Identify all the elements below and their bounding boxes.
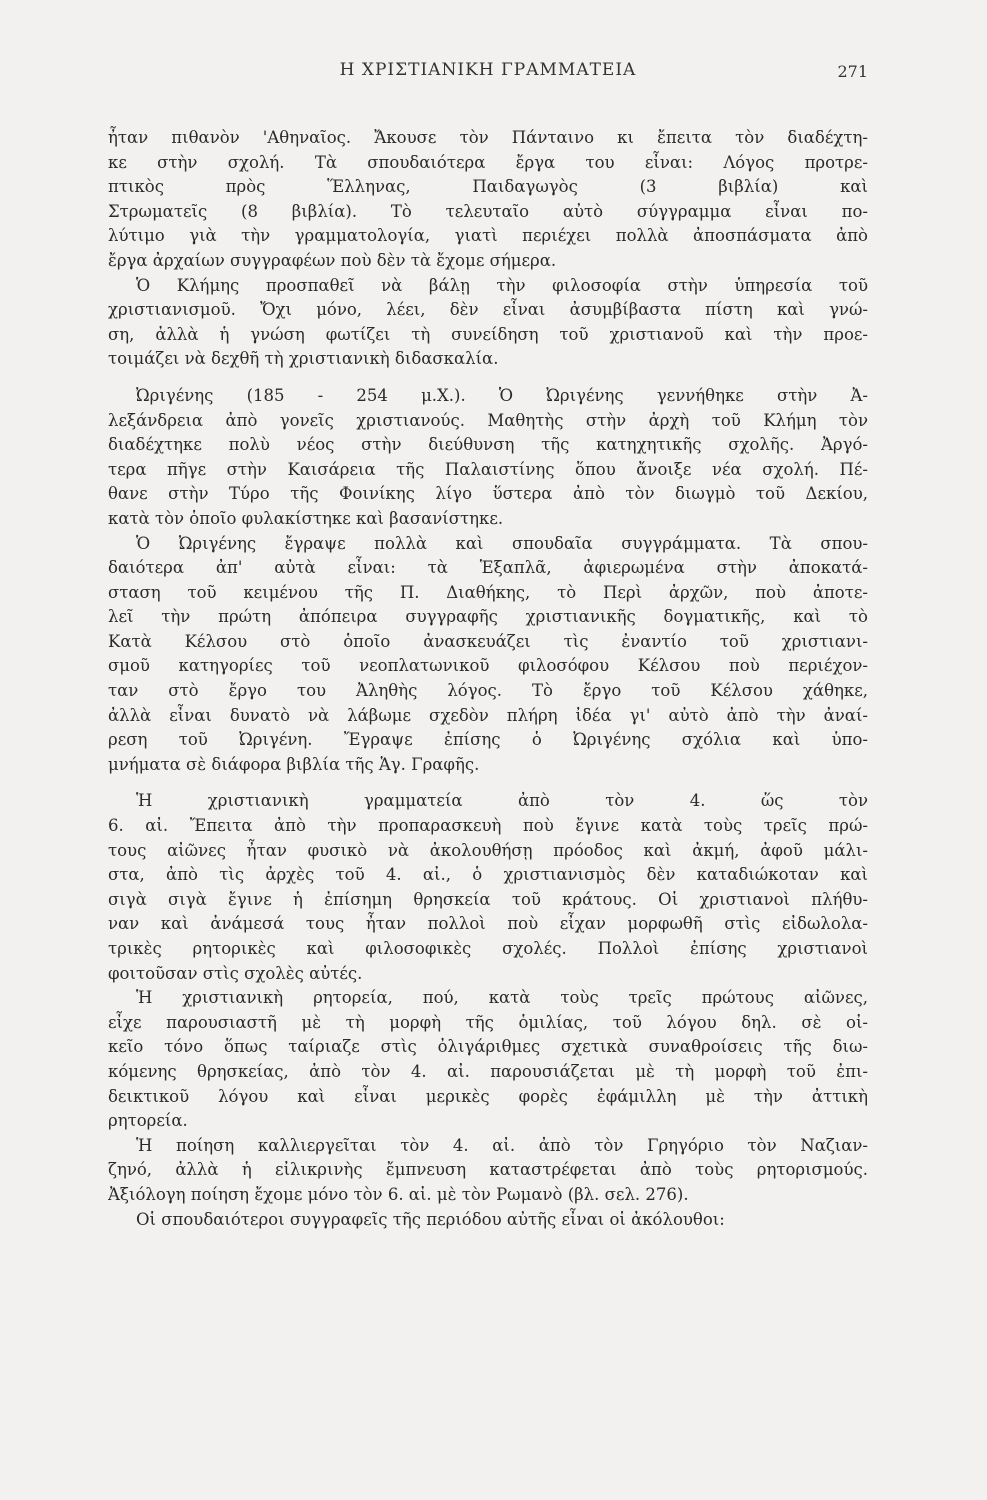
text-line: σιγὰ σιγὰ ἔγινε ἡ ἐπίσημη θρησκεία τοῦ κράτους. Οἱ χριστιανοὶ πλήθυ- — [108, 889, 868, 909]
text-line: Ἡ χριστιανικὴ γραμματεία ἀπὸ τὸν 4. ὥς τὸν — [136, 791, 868, 811]
text-line: τοιμάζει νὰ δεχθῆ τὴ χριστιανικὴ διδασκαλία. — [108, 349, 499, 369]
text-line: κε στὴν σχολή. Τὰ σπουδαιότερα ἔργα του εἶναι: Λόγος προτρε- — [108, 152, 868, 172]
text-line: Ὁ Ὠριγένης ἔγραψε πολλὰ καὶ σπουδαῖα συγγράμματα. Τὰ σπου- — [136, 533, 868, 553]
paragraph — [108, 986, 868, 1134]
text-line: στα, ἀπὸ τὶς ἀρχὲς τοῦ 4. αἰ., ὁ χριστιανισμὸς δὲν καταδιώκοταν καὶ — [108, 865, 868, 885]
text-line: τερα πῆγε στὴν Καισάρεια τῆς Παλαιστίνης ὅπου ἄνοιξε νέα σχολή. Πέ- — [108, 459, 868, 479]
text-line: τρικὲς ρητορικὲς καὶ φιλοσοφικὲς σχολές. Πολλοὶ ἐπίσης χριστιανοὶ — [108, 939, 868, 958]
text-line: λεξάνδρεια ἀπὸ γονεῖς χριστιανούς. Μαθητὴς στὴν ἀρχὴ τοῦ Κλήμη τὸν — [108, 410, 868, 430]
text-line: Κατὰ Κέλσου στὸ ὁποῖο ἀνασκευάζει τὶς ἐναντίο τοῦ χριστιανι- — [108, 631, 868, 651]
paragraph — [108, 384, 868, 532]
text-line: Ἀξιόλογη ποίηση ἔχομε μόνο τὸν 6. αἰ. μὲ τὸν Ρωμανὸ (βλ. σελ. 276). — [108, 1184, 689, 1204]
text-line: εἶχε παρουσιαστῆ μὲ τὴ μορφὴ τῆς ὁμιλίας, τοῦ λόγου δηλ. σὲ οἰ- — [108, 1012, 868, 1032]
text-line: ρεση τοῦ Ὠριγένη. Ἔγραψε ἐπίσης ὁ Ὠριγένης σχόλια καὶ ὑπο- — [108, 730, 868, 750]
text-line: δαιότερα ἀπ' αὐτὰ εἶναι: τὰ Ἑξαπλᾶ, ἀφιερωμένα στὴν ἀποκατά- — [108, 558, 868, 578]
text-line: σμοῦ κατηγορίες τοῦ νεοπλατωνικοῦ φιλοσόφου Κέλσου ποὺ περιέχον- — [108, 656, 868, 676]
text-line: διαδέχτηκε πολὺ νέος στὴν διεύθυνση τῆς κατηχητικῆς σχολῆς. Ἀργό- — [108, 435, 868, 455]
text-line: φοιτοῦσαν στὶς σχολὲς αὐτές. — [108, 963, 363, 983]
text-line: χριστιανισμοῦ. Ὄχι μόνο, λέει, δὲν εἶναι ἀσυμβίβαστα πίστη καὶ γνώ- — [108, 300, 868, 320]
text-line: θανε στὴν Τύρο τῆς Φοινίκης λίγο ὕστερα ἀπὸ τὸν διωγμὸ τοῦ Δεκίου, — [108, 484, 868, 504]
paragraph-gap — [108, 777, 868, 789]
text-line: κεῖο τόνο ὅπως ταίριαζε στὶς ὀλιγάριθμες σχετικὰ συναθροίσεις τῆς διω- — [108, 1037, 868, 1057]
text-line: Ὁ Κλήμης προσπαθεῖ νὰ βάλῃ τὴν φιλοσοφία στὴν ὑπηρεσία τοῦ — [136, 275, 868, 295]
text-line: ἔργα ἀρχαίων συγγραφέων ποὺ δὲν τὰ ἔχομε σήμερα. — [108, 250, 557, 270]
text-line: Ἡ χριστιανικὴ ρητορεία, πού, κατὰ τοὺς τρεῖς πρώτους αἰῶνες, — [136, 988, 868, 1008]
text-line: κόμενης θρησκείας, ἀπὸ τὸν 4. αἰ. παρουσιάζεται μὲ τὴ μορφὴ τοῦ ἐπι- — [108, 1061, 868, 1081]
text-line: κατὰ τὸν ὁποῖο φυλακίστηκε καὶ βασανίστηκε. — [108, 508, 504, 528]
paragraph-gap — [108, 372, 868, 384]
text-line: ζηνό, ἀλλὰ ἡ εἰλικρινὴς ἔμπνευση καταστρέφεται ἀπὸ τοὺς ρητορισμούς. — [108, 1160, 868, 1180]
text-line: τους αἰῶνες ἦταν φυσικὸ νὰ ἀκολουθήσῃ πρόοδος καὶ ἀκμή, ἀφοῦ μάλι- — [108, 840, 868, 860]
paragraph — [108, 126, 868, 274]
text-line: ἦταν πιθανὸν 'Αθηναῖος. Ἄκουσε τὸν Πάνταινο κι ἔπειτα τὸν διαδέχτη- — [108, 128, 868, 147]
text-line: Οἱ σπουδαιότεροι συγγραφεῖς τῆς περιόδου αὐτῆς εἶναι οἱ ἀκόλουθοι: — [136, 1209, 725, 1229]
paragraph — [108, 1208, 868, 1233]
text-line: ναν καὶ ἀνάμεσά τους ἦταν πολλοὶ ποὺ εἶχαν μορφωθῆ στὶς εἰδωλολα- — [108, 914, 868, 934]
paragraph — [108, 274, 868, 372]
text-line: λεῖ τὴν πρώτη ἀπόπειρα συγγραφῆς χριστιανικῆς δογματικῆς, καὶ τὸ — [108, 607, 868, 627]
text-line: σταση τοῦ κειμένου τῆς Π. Διαθήκης, τὸ Περὶ ἀρχῶν, ποὺ ἀποτε- — [108, 582, 868, 602]
text-line: Ὠριγένης (185 - 254 μ.Χ.). Ὁ Ὠριγένης γεννήθηκε στὴν Ἀ- — [136, 385, 868, 405]
text-line: 6. αἰ. Ἔπειτα ἀπὸ τὴν προπαρασκευὴ ποὺ ἔγινε κατὰ τοὺς τρεῖς πρώ- — [108, 816, 868, 836]
text-line: ταν στὸ ἔργο του Ἀληθὴς λόγος. Τὸ ἔργο τοῦ Κέλσου χάθηκε, — [108, 681, 868, 701]
text-line: λύτιμο γιὰ τὴν γραμματολογία, γιατὶ περιέχει πολλὰ ἀποσπάσματα ἀπὸ — [108, 226, 868, 246]
page-number: 271 — [837, 62, 868, 81]
text-line: πτικὸς πρὸς Ἕλληνας, Παιδαγωγὸς (3 βιβλία) καὶ — [108, 177, 868, 197]
paragraph — [108, 1134, 868, 1208]
text-line: ρητορεία. — [108, 1111, 188, 1131]
text-line: Στρωματεῖς (8 βιβλία). Τὸ τελευταῖο αὐτὸ σύγγραμμα εἶναι πο- — [108, 201, 868, 221]
running-title: Η ΧΡΙΣΤΙΑΝΙΚΗ ΓΡΑΜΜΑΤΕΙΑ — [339, 60, 637, 80]
paragraph — [108, 789, 868, 986]
body-text — [108, 126, 868, 1232]
page-header — [108, 60, 868, 90]
text-line: Ἡ ποίηση καλλιεργεῖται τὸν 4. αἰ. ἀπὸ τὸν Γρηγόριο τὸν Ναζιαν- — [136, 1135, 868, 1155]
text-line: δεικτικοῦ λόγου καὶ εἶναι μερικὲς φορὲς ἐφάμιλλη μὲ τὴν ἀττικὴ — [108, 1086, 868, 1106]
paragraph — [108, 532, 868, 778]
text-line: μνήματα σὲ διάφορα βιβλία τῆς Ἁγ. Γραφῆς. — [108, 754, 480, 774]
text-line: ση, ἀλλὰ ἡ γνώση φωτίζει τὴ συνείδηση τοῦ χριστιανοῦ καὶ τὴν προε- — [108, 324, 868, 344]
text-line: ἀλλὰ εἶναι δυνατὸ νὰ λάβωμε σχεδὸν πλήρη ἰδέα γι' αὐτὸ ἀπὸ τὴν ἀναί- — [108, 705, 868, 725]
